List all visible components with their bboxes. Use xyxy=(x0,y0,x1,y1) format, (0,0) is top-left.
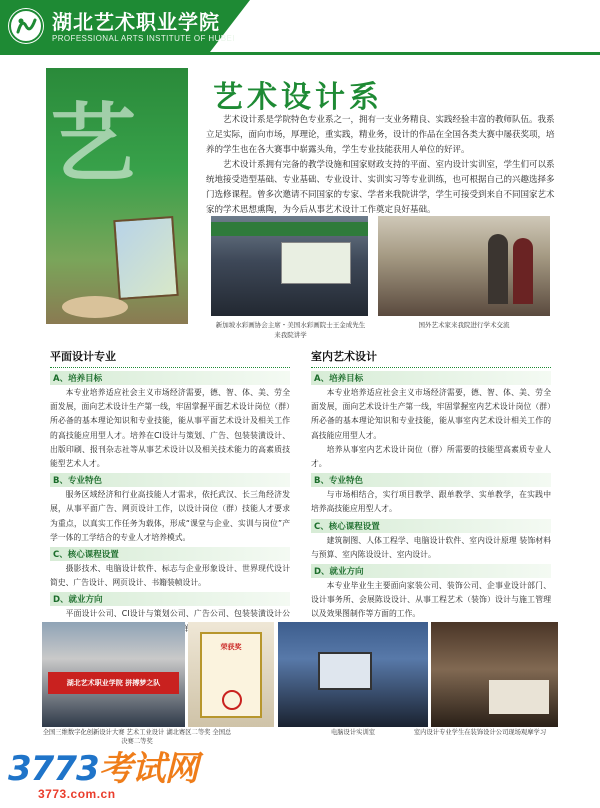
photo-caption: 室内设计专业学生在装饰设计公司现场观摩学习 xyxy=(413,729,547,736)
photo-caption: 新加坡水彩画协会主席・美国水彩画院士王金成先生来我院讲学 xyxy=(215,321,366,339)
section-text: 建筑制图、人体工程学、电脑设计软件、室内设计原理 装饰材料与预算、室内陈设设计、室内设计。 xyxy=(311,535,551,559)
watermark-url: 3773.com.cn xyxy=(38,787,116,801)
section-heading: A、培养目标 xyxy=(311,371,551,385)
photo-caption: 电脑设计实训室 xyxy=(330,729,376,736)
field-visit-photo xyxy=(431,622,558,727)
graphic-design-major xyxy=(50,348,290,636)
team-banner: 湖北艺术职业学院 拼搏梦之队 xyxy=(48,672,179,694)
major-title: 平面设计专业 xyxy=(50,348,290,368)
department-intro xyxy=(206,113,556,218)
section-text: 本专业毕业生主要面向家装公司、装饰公司、企事业设计部门、设计事务所、会展陈设设计、从事工程艺术（装饰）设计与施工管理以及效果图制作等方面的工作。 xyxy=(311,581,551,619)
computer-lab-photo xyxy=(278,622,428,727)
section-text: 摄影技术、电脑设计软件、标志与企业形象设计、世界现代设计简史、广告设计、网页设计、书籍装帧设计。 xyxy=(50,564,290,588)
site-watermark xyxy=(8,741,208,801)
section-text: 平面设计公司、CI设计与策划公司、广告公司、包装装潢设计公 单 xyxy=(65,609,290,633)
award-certificate xyxy=(200,632,262,718)
header-divider xyxy=(0,52,600,55)
easel-canvas xyxy=(113,216,178,300)
intro-paragraph: 艺术设计系拥有完备的教学设施和国家财政支持的平面、室内设计实训室，学生们可以系统地接受造型基础、专业基础、专业设计、实训实习等专业训练，也可根据自己的兴趣选择多门选修课程。曾多次邀请不同国家的专家、学者来我院讲学，学生可接受到来自不同国家艺术家的学术思想熏陶，为今后从事艺术设计工作奠定良好基础。 xyxy=(206,160,555,215)
section-text: 与市场相结合，实行项目教学、跟单教学、实单教学，在实践中培养高技能应用型人才。 xyxy=(311,490,551,514)
calligraphy-character: 艺 xyxy=(50,93,136,194)
section-heading: D、就业方向 xyxy=(311,564,551,578)
interior-design-major xyxy=(311,348,551,622)
certificate-seal xyxy=(222,690,242,710)
academic-exchange-photo xyxy=(378,216,550,316)
watermark-logo xyxy=(8,741,208,790)
team-photo xyxy=(42,622,185,727)
school-name: 湖北艺术职业学院 xyxy=(52,10,220,34)
department-title: 艺术设计系 xyxy=(213,80,383,115)
hero-painting-photo xyxy=(46,68,188,324)
section-heading: C、核心课程设置 xyxy=(311,519,551,533)
lecture-banner xyxy=(211,222,368,236)
certificate-title: 荣获奖 xyxy=(220,643,242,651)
section-heading: C、核心课程设置 xyxy=(50,547,290,561)
section-text: 培养从事室内艺术设计岗位（群）所需要的技能型高素质专业人才。 xyxy=(311,444,551,469)
bottom-photo-strip xyxy=(42,622,558,727)
lecture-photo xyxy=(211,216,368,316)
section-heading: B、专业特色 xyxy=(50,473,290,487)
section-heading: B、专业特色 xyxy=(311,473,551,487)
certificate-photo xyxy=(188,622,274,727)
intro-paragraph: 艺术设计系是学院特色专业系之一，拥有一支业务精良、实践经验丰富的教师队伍。我系立足实际，面向市场，厚理论，重实践，精业务，设计的作品在全国各类大赛中屡获奖项，培养的学生也在各大赛事中崭露头角，学生专业技能获用人单位的好评。 xyxy=(206,115,555,155)
section-text: 服务区域经济和行业高技能人才需求，依托武汉、长三角经济发展，从事平面广告、网页设计工作，以设计岗位（群）技能人才要求为重点，以真实工作任务为载体，形成“课堂与企业、实训与岗位”产学一体的工学结合的专业人才培养模式。 xyxy=(50,490,290,542)
watermark-name: 考试网 xyxy=(98,749,198,789)
photo-caption: 全国三维数字化创新设计大赛 艺术工业设计 湖北赛区二等奖 全国总决赛二等奖 xyxy=(42,729,232,745)
section-text: 本专业培养适应社会主义市场经济需要，德、智、体、美、劳全面发展，面向艺术设计生产第一线，牢固掌握室内艺术设计岗位（群）所必备的基本理论知识和专业技能，能从事室内艺术设计相关工作的高技能应用型人才。 xyxy=(311,388,551,440)
computer-monitor xyxy=(318,652,372,690)
school-name-english: PROFESSIONAL ARTS INSTITUTE OF HUBEI xyxy=(52,34,235,43)
projection-screen xyxy=(281,242,351,284)
section-text: 本专业培养适应社会主义市场经济需要，德、智、体、美、劳全面发展，面向艺术设计生产第一线，牢固掌握平面艺术设计岗位（群）所必备的基本理论知识和专业技能，能从事平面艺术设计及相关工作的高技能应用型人才。培养在CI设计与策划、广告、包装装潢设计、出版印刷、报刊杂志社等从事艺术设计以及相关技术能力的高素质技能型艺术人才。 xyxy=(50,388,290,469)
architecture-model xyxy=(489,680,549,714)
watermark-number: 3773 xyxy=(8,749,99,789)
section-heading: A、培养目标 xyxy=(50,371,290,385)
major-title: 室内艺术设计 xyxy=(311,348,551,368)
school-logo-svg xyxy=(8,8,44,44)
section-heading: D、就业方向 xyxy=(50,592,290,606)
visitor-figure xyxy=(513,238,533,304)
visitor-figure xyxy=(488,234,508,304)
paint-palette xyxy=(62,296,128,318)
photo-caption: 国外艺术家来我院进行学术交流 xyxy=(418,321,510,329)
page-header xyxy=(0,0,600,60)
school-logo-icon xyxy=(8,8,44,44)
